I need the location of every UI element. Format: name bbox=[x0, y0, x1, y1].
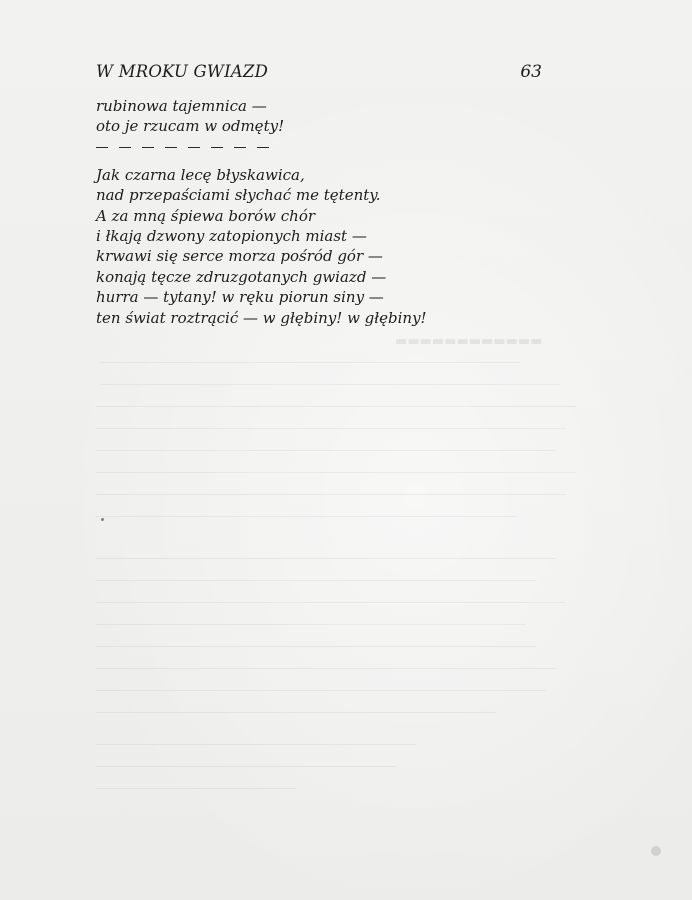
bleed-through-mark bbox=[96, 450, 556, 451]
bleed-through-mark bbox=[96, 602, 566, 603]
dash bbox=[119, 147, 131, 148]
dash bbox=[211, 147, 223, 148]
dash-separator bbox=[96, 137, 516, 158]
bleed-through-mark bbox=[96, 580, 536, 581]
bleed-through-mark bbox=[96, 516, 516, 517]
dash bbox=[142, 147, 154, 148]
bleed-through-mark bbox=[96, 766, 396, 767]
poem-line: nad przepaściami słychać me tętenty. bbox=[96, 186, 381, 205]
poem-line: A za mną śpiewa borów chór bbox=[96, 206, 316, 225]
dash bbox=[257, 147, 269, 148]
bleed-through-mark bbox=[96, 788, 296, 789]
poem-line: oto je rzucam w odmęty! bbox=[96, 117, 285, 136]
bleed-through-mark bbox=[96, 428, 566, 429]
bleed-through-mark bbox=[96, 624, 526, 625]
poem-line: Jak czarna lecę błyskawica, bbox=[96, 165, 305, 184]
bleed-through-mark bbox=[96, 690, 546, 691]
poem-line: hurra — tytany! w ręku piorun siny — bbox=[96, 288, 384, 307]
bleed-through-mark: ▬▬▬▬▬▬▬▬▬▬▬▬ bbox=[395, 334, 543, 349]
dash bbox=[96, 147, 108, 148]
dash bbox=[188, 147, 200, 148]
bleed-through-mark bbox=[96, 558, 556, 559]
poem-line: rubinowa tajemnica — bbox=[96, 97, 267, 115]
bleed-through-mark bbox=[96, 406, 576, 407]
bleed-through-mark bbox=[96, 472, 576, 473]
bleed-through-mark bbox=[96, 494, 566, 495]
paper-spot bbox=[651, 846, 661, 856]
running-head-title: W MROKU GWIAZD bbox=[96, 62, 269, 81]
poem-line: krwawi się serce morza pośród gór — bbox=[96, 247, 383, 266]
poem-line: konają tęcze zdruzgotanych gwiazd — bbox=[96, 267, 387, 286]
bleed-through-mark bbox=[100, 384, 560, 385]
bleed-through-mark bbox=[96, 646, 536, 647]
poem-line: i łkają dzwony zatopionych miast — bbox=[96, 226, 367, 245]
poem-body bbox=[96, 96, 516, 328]
bleed-through-mark bbox=[96, 712, 496, 713]
poem-line: ten świat roztrącić — w głębiny! w głębiny! bbox=[96, 308, 427, 327]
page-number: 63 bbox=[520, 62, 542, 82]
bleed-through-mark bbox=[96, 744, 416, 745]
bleed-through-mark bbox=[100, 362, 520, 363]
bleed-through-mark bbox=[96, 668, 556, 669]
dash bbox=[165, 147, 177, 148]
ink-speck bbox=[101, 518, 104, 521]
dash bbox=[234, 147, 246, 148]
